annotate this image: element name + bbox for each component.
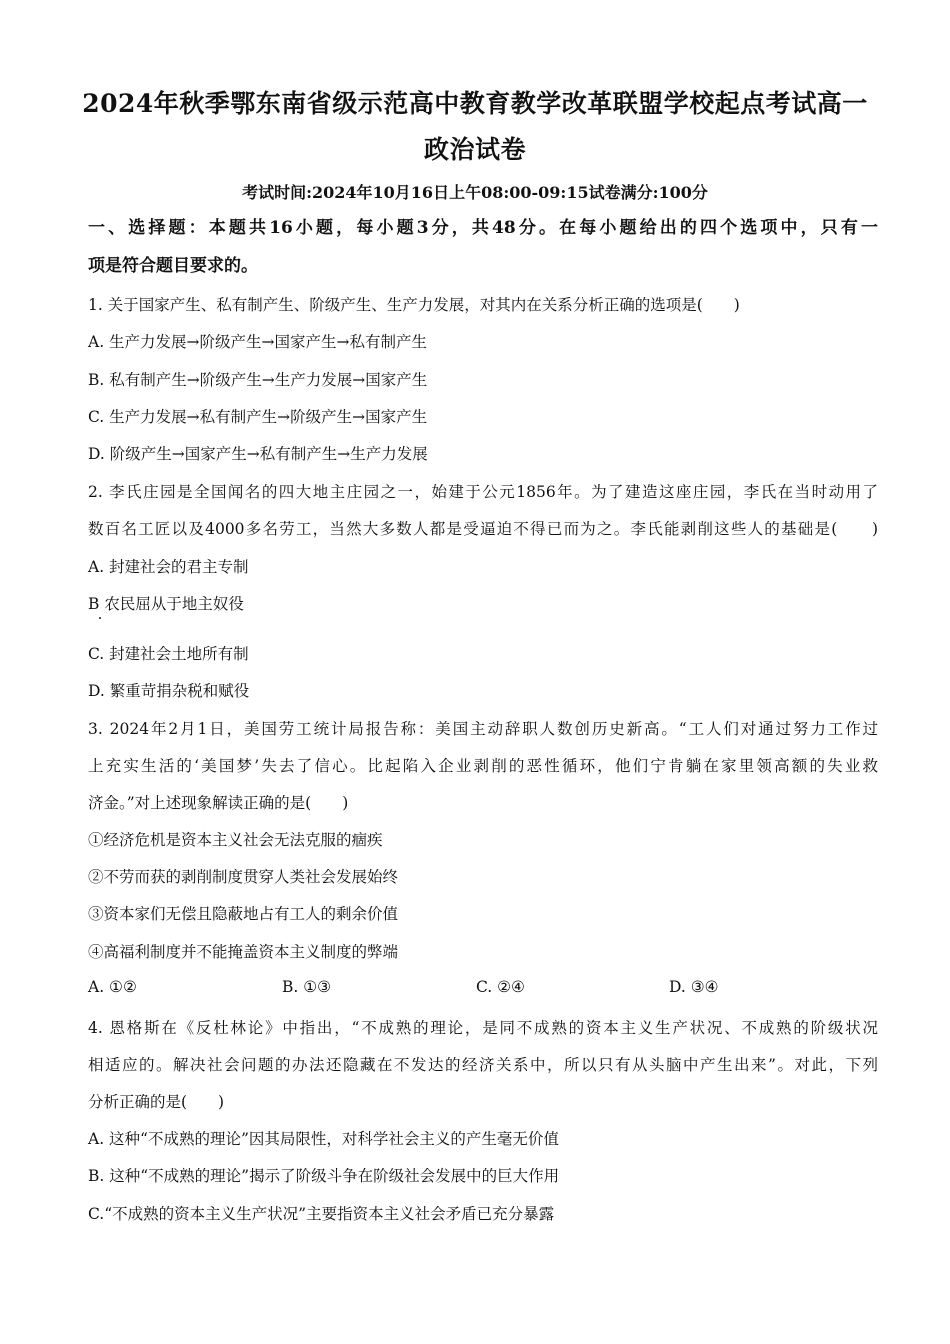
question-2-option-b: B 农民屈从于地主奴役 (88, 595, 244, 613)
question-4-stem-line1: 4. 恩格斯在《反杜林论》中指出，“不成熟的理论，是同不成熟的资本主义生产状况、不成熟的阶级状况 (88, 1019, 878, 1037)
question-3-item-1: ①经济危机是资本主义社会无法克服的痼疾 (88, 831, 383, 849)
section-heading-line2: 项是符合题目要求的。 (88, 256, 258, 276)
section-heading-line1: 一、选择题：本题共16小题，每小题3分，共48分。在每小题给出的四个选项中，只有一 (88, 218, 878, 238)
question-4-option-b: B. 这种“不成熟的理论”揭示了阶级斗争在阶级社会发展中的巨大作用 (88, 1167, 560, 1185)
question-3-item-3: ③资本家们无偿且隐蔽地占有工人的剩余价值 (88, 905, 399, 923)
question-2-stem-line1: 2. 李氏庄园是全国闻名的四大地主庄园之一，始建于公元1856年。为了建造这座庄园，李氏在当时动用了 (88, 483, 878, 501)
question-3-item-2: ②不劳而获的剥削制度贯穿人类社会发展始终 (88, 868, 399, 886)
question-2-option-d: D. 繁重苛捐杂税和赋役 (88, 682, 250, 700)
exam-info: 考试时间:2024年10月16日上午08:00-09:15试卷满分:100分 (242, 183, 708, 202)
question-2-option-a: A. 封建社会的君主专制 (88, 558, 249, 576)
question-3-option-d: D. ③④ (669, 978, 719, 996)
question-1-option-c: C. 生产力发展→私有制产生→阶级产生→国家产生 (88, 408, 428, 426)
exam-title-line2: 政治试卷 (423, 135, 526, 164)
question-4-stem-line2: 相适应的。解决社会问题的办法还隐藏在不发达的经济关系中，所以只有从头脑中产生出来”。对此，下列 (88, 1056, 878, 1074)
question-4-option-c: C.“不成熟的资本主义生产状况”主要指资本主义社会矛盾已充分暴露 (88, 1205, 555, 1223)
question-3-option-b: B. ①③ (282, 978, 332, 996)
question-3-stem-line1: 3. 2024年2月1日，美国劳工统计局报告称：美国主动辞职人数创历史新高。“工人们对通过努力工作过 (88, 720, 878, 738)
question-2-stem-line2: 数百名工匠以及4000多名劳工，当然大多数人都是受逼迫不得已而为之。李氏能剥削这些人的基础是( ) (88, 520, 878, 538)
question-3-stem-line2: 上充实生活的‘美国梦’失去了信心。比起陷入企业剥削的恶性循环，他们宁肯躺在家里领高额的失业救 (88, 757, 878, 775)
question-3-item-4: ④高福利制度并不能掩盖资本主义制度的弊端 (88, 943, 399, 961)
question-4-stem-line3: 分析正确的是( ) (88, 1093, 225, 1111)
stray-dot-mark (99, 617, 101, 619)
question-1-option-a: A. 生产力发展→阶级产生→国家产生→私有制产生 (88, 333, 428, 351)
exam-title-line1: 2024年秋季鄂东南省级示范高中教育教学改革联盟学校起点考试高一 (82, 89, 868, 118)
question-2-option-c: C. 封建社会土地所有制 (88, 645, 249, 663)
question-4-option-a: A. 这种“不成熟的理论”因其局限性，对科学社会主义的产生毫无价值 (88, 1130, 559, 1148)
question-3-option-a: A. ①② (88, 978, 137, 996)
question-1-option-d: D. 阶级产生→国家产生→私有制产生→生产力发展 (88, 445, 428, 463)
question-3-stem-line3: 济金。”对上述现象解读正确的是( ) (88, 794, 349, 812)
question-1-option-b: B. 私有制产生→阶级产生→生产力发展→国家产生 (88, 371, 428, 389)
question-1-stem: 1. 关于国家产生、私有制产生、阶级产生、生产力发展，对其内在关系分析正确的选项是( ) (88, 296, 740, 314)
question-3-option-c: C. ②④ (476, 978, 525, 996)
